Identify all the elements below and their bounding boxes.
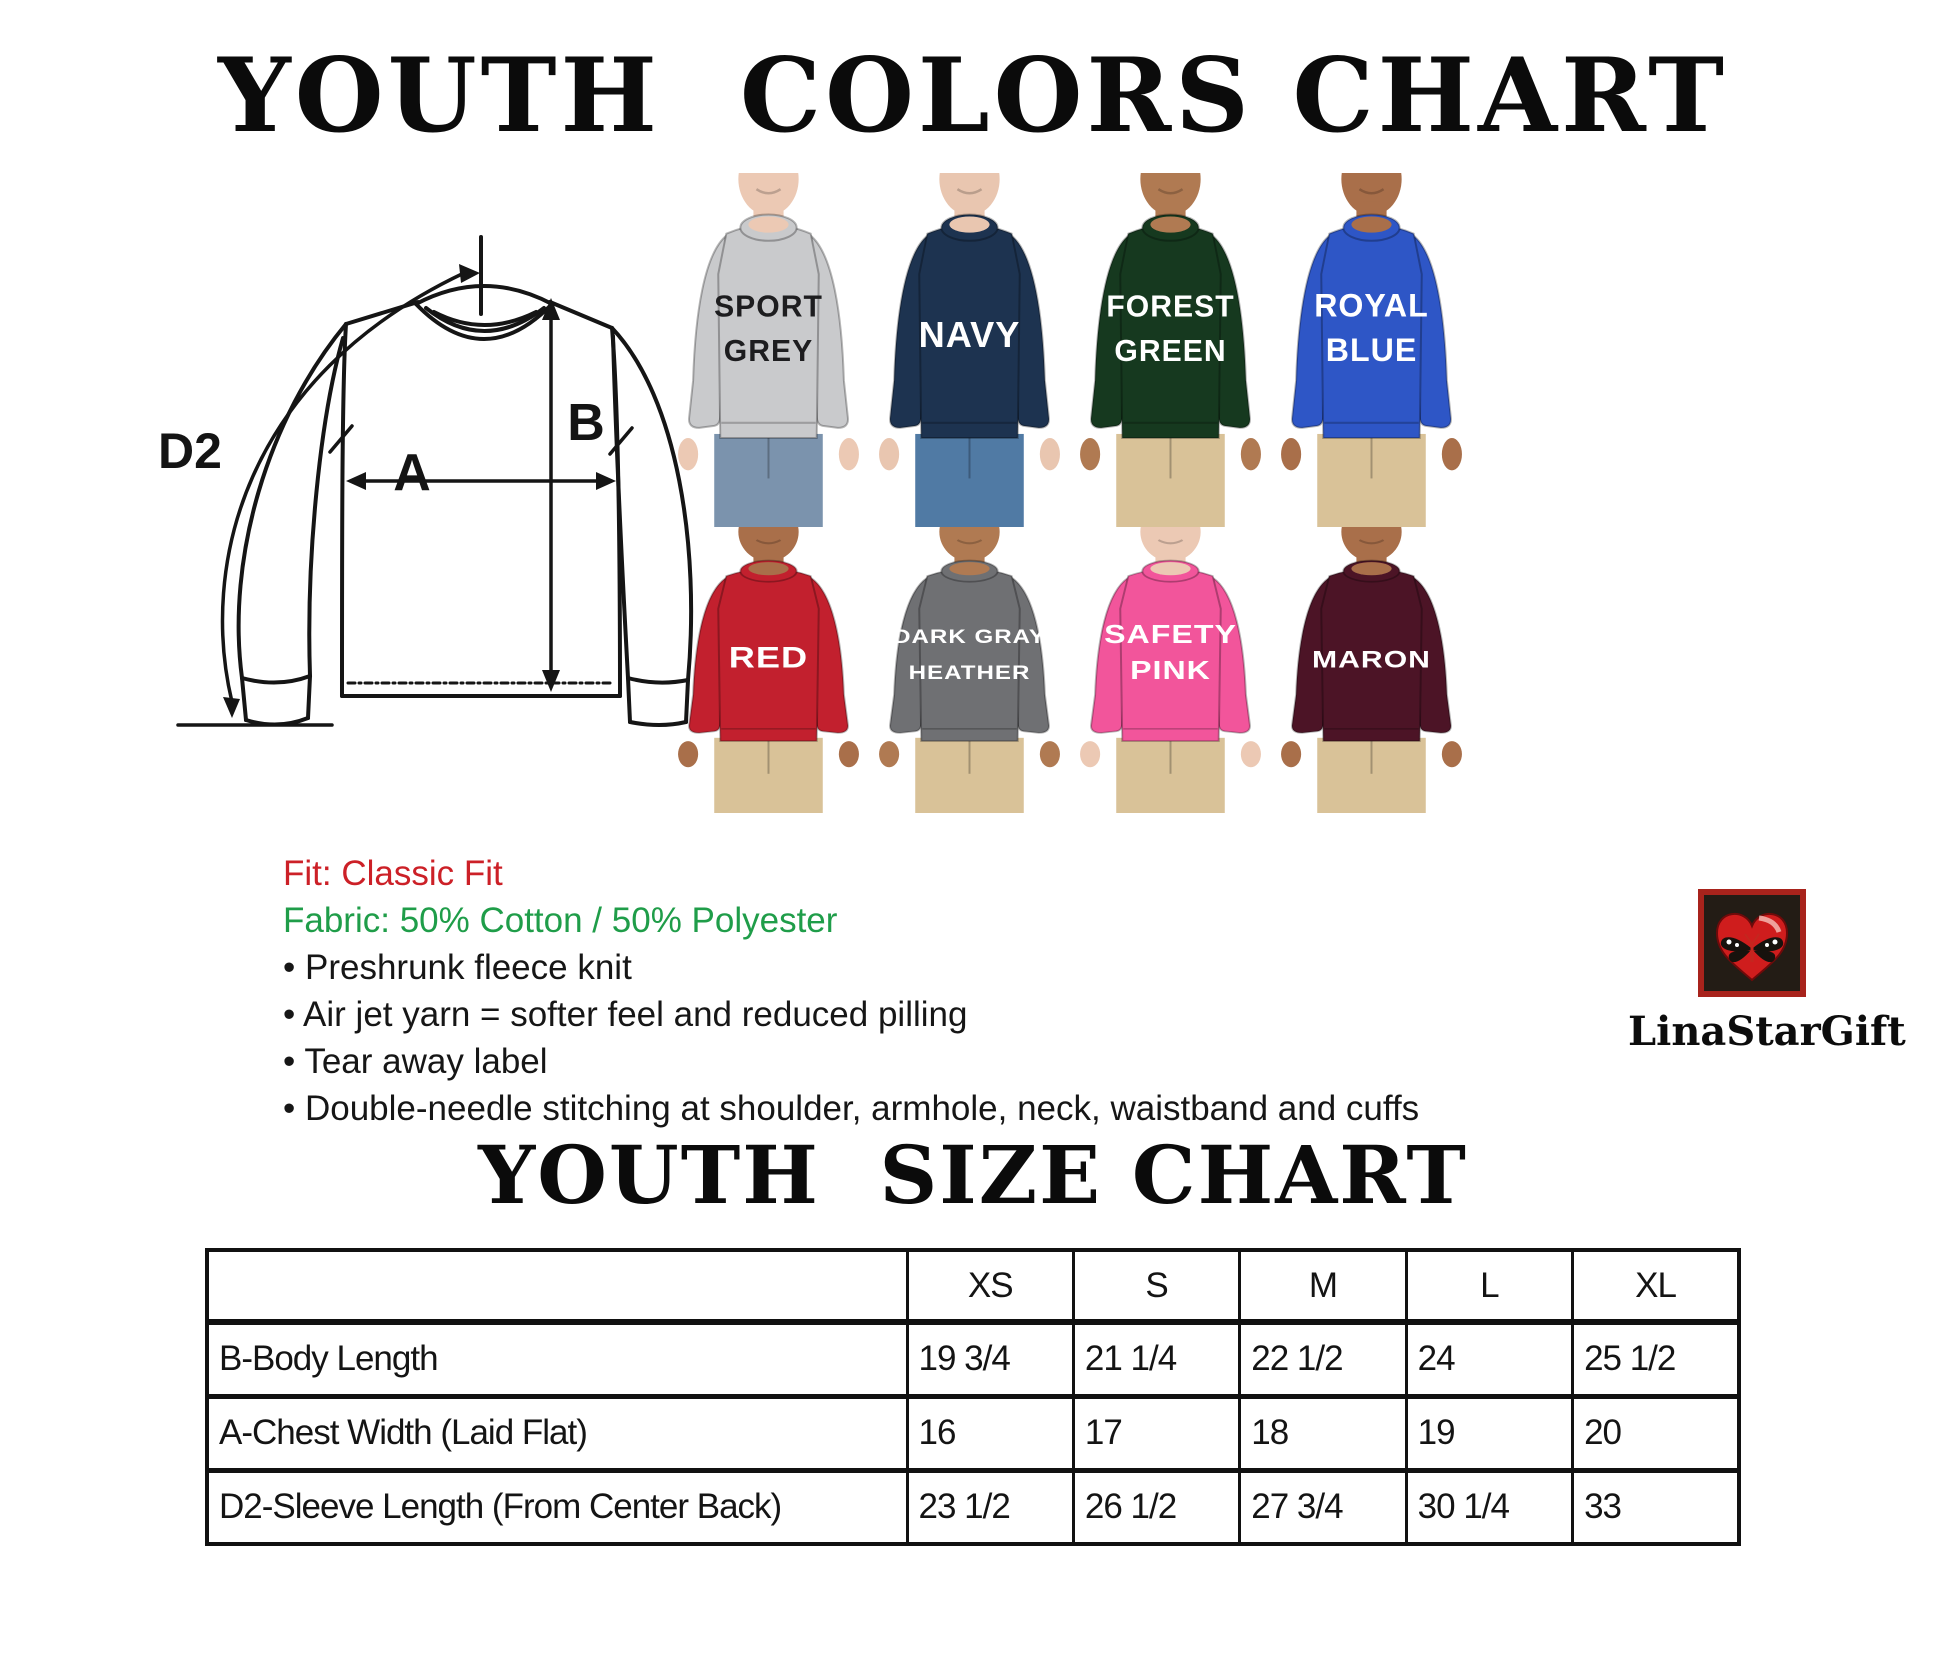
inner-neck <box>1150 216 1190 232</box>
size-chart-title: YOUTH SIZE CHART <box>478 1128 1468 1222</box>
cell: 19 <box>1406 1396 1572 1470</box>
fabric-line: Fabric: 50% Cotton / 50% Polyester <box>283 901 838 940</box>
brand-name: LinaStarGift <box>1628 1008 1906 1055</box>
inner-neck <box>1351 216 1391 232</box>
sweatshirt <box>1292 214 1451 438</box>
cell: 26 1/2 <box>1073 1470 1239 1544</box>
model-photo <box>1070 527 1271 813</box>
sweatshirt <box>1091 214 1250 438</box>
model-photo <box>869 173 1070 527</box>
shirt-label-line-1: NAVY <box>918 313 1021 355</box>
size-chart-header-row <box>207 1250 1739 1322</box>
colorway-card <box>668 527 869 813</box>
shirt-label-line-1: ROYAL <box>1314 287 1429 324</box>
sweatshirt-outline <box>239 286 691 725</box>
bullet-air-jet: • Air jet yarn = softer feel and reduced pilling <box>283 995 968 1034</box>
cell: 23 1/2 <box>907 1470 1073 1544</box>
shirt-label-line-2: GREEN <box>1114 335 1227 369</box>
model-photo <box>668 527 869 813</box>
cell: 17 <box>1073 1396 1239 1470</box>
col-header-s: S <box>1073 1250 1239 1322</box>
sweatshirt <box>689 214 848 438</box>
shirt-label-line-2: GREY <box>723 335 814 369</box>
diagram-label-b: B <box>567 394 605 452</box>
empty-header-cell <box>207 1250 907 1322</box>
shirt-label-line-1: DARK GRAY <box>893 625 1046 648</box>
model-photo <box>668 173 869 527</box>
shirt-label-line-1: MARON <box>1312 645 1431 673</box>
model-photo <box>1070 173 1271 527</box>
inner-neck <box>1351 562 1391 575</box>
body-length-arrow <box>542 298 560 692</box>
cell: 33 <box>1573 1470 1739 1544</box>
col-header-m: M <box>1240 1250 1406 1322</box>
sweatshirt <box>1091 561 1250 742</box>
cell: 16 <box>907 1396 1073 1470</box>
cell: 27 3/4 <box>1240 1470 1406 1544</box>
cell: 25 1/2 <box>1573 1322 1739 1396</box>
cell: 22 1/2 <box>1240 1322 1406 1396</box>
col-header-xl: XL <box>1573 1250 1739 1322</box>
shirt-color-label <box>919 314 1021 355</box>
cell: 18 <box>1240 1396 1406 1470</box>
colorway-card <box>869 527 1070 813</box>
size-chart-table <box>205 1248 1741 1546</box>
cell: 20 <box>1573 1396 1739 1470</box>
color-swatch-grid <box>668 173 1472 813</box>
table-row-sleeve-length <box>207 1470 1739 1544</box>
measurement-diagram <box>150 228 695 733</box>
fit-line: Fit: Classic Fit <box>283 854 503 893</box>
shirt-color-label <box>1312 645 1431 673</box>
sweatshirt <box>890 561 1049 742</box>
shirt-label-line-1: RED <box>728 640 809 674</box>
colorway-card <box>668 173 869 527</box>
table-row-body-length <box>207 1322 1739 1396</box>
shirt-color-label <box>729 641 808 674</box>
shirt-label-line-2: BLUE <box>1325 332 1418 369</box>
inner-neck <box>748 562 788 575</box>
cell: 24 <box>1406 1322 1572 1396</box>
model-photo <box>1271 527 1472 813</box>
table-row-chest-width <box>207 1396 1739 1470</box>
colorway-card <box>1271 173 1472 527</box>
shirt-label-line-1: SAFETY <box>1104 619 1237 650</box>
model-photo <box>869 527 1070 813</box>
product-details <box>283 850 1419 1132</box>
colorway-card <box>1070 527 1271 813</box>
cell: 21 1/4 <box>1073 1322 1239 1396</box>
cell: 30 1/4 <box>1406 1470 1572 1544</box>
shirt-label-line-1: SPORT <box>714 290 823 324</box>
sleeve-length-arrow <box>178 264 480 725</box>
shirt-label-line-2: PINK <box>1130 655 1211 686</box>
diagram-label-a: A <box>393 444 431 502</box>
inner-neck <box>748 216 788 232</box>
inner-neck <box>949 216 989 232</box>
diagram-label-d2: D2 <box>158 423 222 479</box>
brand-block <box>1628 888 1906 1055</box>
shirt-label-line-2: HEATHER <box>908 661 1031 684</box>
page-title: YOUTH COLORS CHART <box>217 36 1729 156</box>
inner-neck <box>1150 562 1190 575</box>
colorway-card <box>1070 173 1271 527</box>
bullet-tear-away: • Tear away label <box>283 1042 548 1081</box>
row-label: D2-Sleeve Length (From Center Back) <box>207 1470 907 1544</box>
bullet-preshrunk: • Preshrunk fleece knit <box>283 948 632 987</box>
row-label: B-Body Length <box>207 1322 907 1396</box>
model-photo <box>1271 173 1472 527</box>
inner-neck <box>949 562 989 575</box>
shirt-label-line-1: FOREST <box>1106 290 1235 324</box>
col-header-l: L <box>1406 1250 1572 1322</box>
heart-butterfly-logo-icon <box>1697 888 1807 998</box>
cell: 19 3/4 <box>907 1322 1073 1396</box>
bullet-stitching: • Double-needle stitching at shoulder, armhole, neck, waistband and cuffs <box>283 1089 1420 1128</box>
row-label: A-Chest Width (Laid Flat) <box>207 1396 907 1470</box>
colorway-card <box>1271 527 1472 813</box>
col-header-xs: XS <box>907 1250 1073 1322</box>
colorway-card <box>869 173 1070 527</box>
